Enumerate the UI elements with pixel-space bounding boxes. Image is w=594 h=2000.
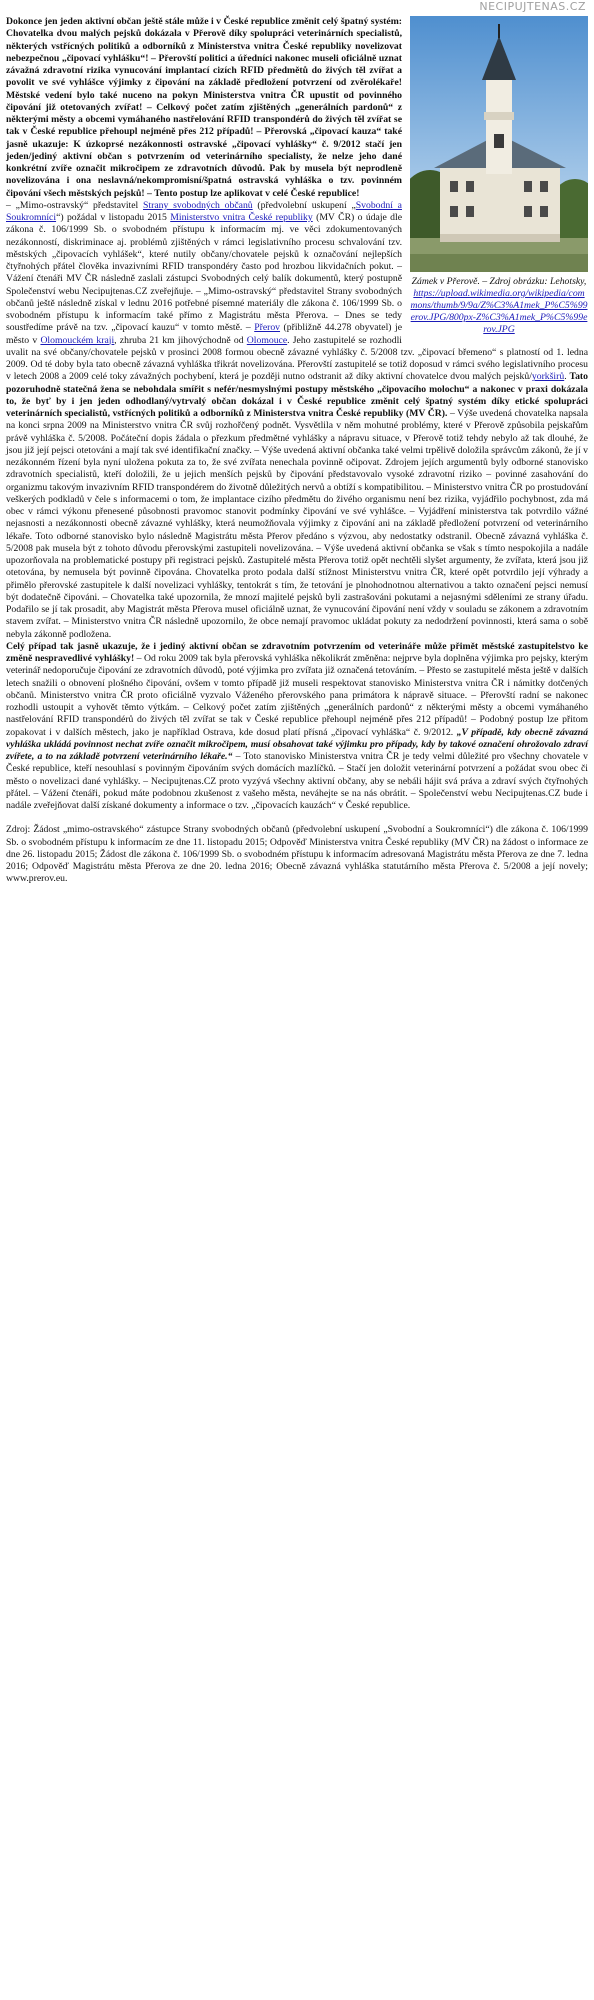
p4-quote: „V případě, kdy obecně závazná vyhláška ukládá povinnost nechat zvíře označit mikročipem, musí obsahovat také výjimku pro případy, kdy by takové označení ohrožovalo zdraví zvířete, a to na základě potvrzení veterinárního lékaře.“ (6, 726, 588, 762)
link-olomoucky-kraj[interactable]: Olomouckém kraji (40, 334, 115, 346)
p1-text-mid6: . Jeho zastupitelé se rozhodli uvalit na své občany/chovatele pejsků v prosinci 2008 formou obecně závazné vyhlášky č. 5/2008 tzv. „čipovací břemeno“ s platností od 1. ledna 2009. Od té doby byla tato obecně závazná vyhláška třikrát novelizována. Přerovští zastupitelé se totiž doposud v rámci svého legislativního procesu v letech 2008 a 2009 celé toky závažných pochybení, která je později nutno odstranit až díky aktivní chovatelce dvou malých pejsků/ (6, 334, 588, 383)
link-strana-svobodnych-obcanu[interactable]: Strany svobodných občanů (143, 199, 253, 211)
p2-text: – Výše uvedená chovatelka napsala na konci srpna 2009 na Ministerstvo vnitra ČR svůj rozhořčený podnět. Vysvětlila v něm mohutné problémy, které v Přerově způsobila pejskařům právě vyhláška č. 5/2008. Počáteční dopis žádala o přezkum předmětné vyhlášky a nápravu situace, v Přerově totiž tehdy nebylo až tak dlouhé, že jsou již její pejsci otetováni a mají tak své identifikační značky. – Výše uvedená aktivní občanka také velmi trpělivě doložila správcům zákonů, že jí v nezákonném řízení byla nyní uložena pokuta za to, že své zvířata nenechala povinně očipovat. Zdrojem jejích argumentů byly odborné stanovisko zdravotních specialistů, kteří doložili, že u jejich menších pejsků by čipování představovalo vysoké zdravotní riziko – povinné zasahování do organizmu takovým invazivním RFID transpondérem do životně důležitých nervů a obtíží s kompatibilitou. – Ministerstvo vnitra ČR po prostudování veškerých podkladů v čele s informacemi o tom, že implantace cizího předmětu do živého organismu není bez rizika, vyjádřilo pochybnost, zda má obec v rámci výkonu přenesené působnosti pravomoc stanovit podmínky čipování ve své vyhlášce. – Vyjádření ministerstva tak potvrdilo vážné nejasnosti a nezákonnosti obecně závazné vyhlášky, která neumožňovala výjimky z čipování ani na základě předložení potvrzení od veterinárního lékaře. Toto odborné stanovisko bylo následně Magistrátu města Přerov předáno s výzvou, aby nedostatky odstranil. Obecně závazná vyhláška č. 5/2008 pak musela být z tohoto důvodu přerovskými zastupiteli novelizována. – Výše uvedená aktivní občanka se však s tímto nespokojila a nadále upozorňovala na problematické postupy při registraci pejsků. Zastupitelé města Přerova totiž opět nechtěli slyšet argumenty, že zvířata, která jsou již otetována, by nemusela být povinně čipována. Chovatelka proto podala další stížnost Ministerstvu vnitra ČR, které opět potvrdilo její výhrady a přimělo přerovské zastupitele k další novelizaci vyhlášky, tentokrát s tím, že tetování je plnohodnotnou alternativou a takto označení pejsci nemusí být dodatečně čipováni. – Chovatelka také upozornila, že mnozí majitelé pejsků byli zastrašováni pokutami a nejasnými sděleními ze strany úřadu. Podařilo se jí tak prosadit, aby Magistrát města Přerova musel oficiálně uznat, že vynucování čipování není vždy v souladu se zákonem a zdravotním stavem zvířat. – Ministerstvo vnitra ČR následně upozornilo, že obce nemají pravomoc ukládat pokuty za nedodržení povinnosti, která sama o sobě nebyla zákonně podložena. (6, 408, 588, 640)
p1-text-mid5: , zhruba 21 km jihovýchodně od (114, 334, 247, 346)
figure-caption (410, 276, 588, 336)
article-body (6, 16, 588, 886)
p2-bold-text: Tato pozoruhodně statečná žena se nebohdala smířit s nefér/nesmyslnými postupy městského „čipovacího molochu“ a nakonec v praxi dokázala to, že byť by i jen jeden odhodlaný/vytrvalý občan dokázal i v České republice změnit celý špatný systém díky etické spolupráci veterinárních specialistů, vstřícných politiků a odborníků z Ministerstva vnitra České republiky (MV ČR). (6, 371, 588, 419)
link-svobodni-a-soukromnici[interactable]: Svobodní a Soukromníci (6, 199, 402, 223)
p3-text: – Od roku 2009 tak byla přerovská vyhláška několikrát změněna: nejprve byla doplněna výjimka pro pejsky, kterým veterinář nedoporučuje čipování ze zdravotních důvodů, poté výjimka pro zvířata již označená tetováním. – Přesto se zastupitelé města ještě v dalších letech snažili o obnovení plošného čipování, ovšem v tomto případě již museli respektovat stanovisko Ministerstva vnitra ČR i námitky dotčených občanů. Ministerstvo vnitra ČR proto oficiálně vyzvalo Váženého přerovského pana primátora k nápravě situace. – Přerovští radní se nakonec rozhodli ustoupit a vyhovět těmto výtkám. – Celkový počet zatím zjištěných „generálních pardonů“ z některými městy a obcemi vymáhaného nastřelování RFID transpondérů do živých těl zvířat se tak v České republice přehoupl nejméně přes 212 případů! – Podobný postup lze přitom zopakovat i v dalších městech, jako je například Ostrava, kde dosud platí přísná „čipovací vyhláška“ č. 9/2012. (6, 653, 588, 738)
castle-photo (410, 16, 588, 272)
caption-source-link[interactable]: https://upload.wikimedia.org/wikipedia/commons/thumb/9/9a/Z%C3%A1mek_P%C5%99erov.JPG/800px-Z%C3%A1mek_P%C5%99erov.JPG (410, 288, 588, 335)
caption-text: Zámek v Přerově. – Zdroj obrázku: Lehotsky, (411, 276, 587, 287)
p1-text-mid4: (přibližně 44.278 obyvatel) je město v (6, 322, 402, 346)
sources-paragraph: Zdroj: Žádost „mimo-ostravského“ zástupce Strany svobodných občanů (předvolební uskupení „Svobodní a Soukromníci“) dle zákona č. 106/1999 Sb. o svobodném přístupu k informacím ze dne 11. listopadu 2015; Odpověď Ministerstva vnitra České republiky (MV ČR) na žádost o informace ze dne 26. listopadu 2015; Žádost dle zákona č. 106/1999 Sb. o svobodném přístupu k informacím adresovaná Magistrátu města Přerova ze dne 7. ledna 2016; Odpověď Magistrátu města Přerova ze dne 20. ledna 2016; Obecně závazná vyhláška statutárního města Přerova č. 5/2008 a její novely; www.prerov.eu. (6, 824, 588, 885)
p1-text-end: . (564, 371, 567, 383)
link-olomouc[interactable]: Olomouce (246, 334, 288, 346)
p1-text-mid1: (předvolební uskupení „ (252, 199, 356, 211)
castle-figure (410, 16, 588, 336)
site-watermark: NECIPUJTENAS.CZ (479, 0, 586, 13)
paragraph-3 (6, 641, 588, 813)
p1-text-start: – „Mimo-ostravský“ představitel (6, 199, 144, 211)
link-prerov[interactable]: Přerov (254, 322, 281, 334)
link-ministerstvo-vnitra[interactable]: Ministerstvo vnitra České republiky (170, 212, 313, 223)
link-yorksir[interactable]: yorkširů (531, 371, 565, 383)
p4-text: – Toto stanovisko Ministerstva vnitra ČR je tedy velmi důležité pro všechny chovatele v České republice, kteří nesouhlasí s povinným čipováním svých domácích mazlíčků. – Stačí jen doložit veterinární potvrzení a požádat svou obec či město o novelizaci dané vyhlášky. – Necipujtenas.CZ proto vyzývá všechny aktivní občany, aby se nebáli hájit svá práva a zdraví svých čtyřnohých přátel. – Vážení čtenáři, pokud máte podobnou zkušenost z vašeho města, neváhejte se na nás obrátit. – Společenství webu Necipujtenas.CZ bude i nadále zveřejňovat další získané dokumenty a informace o tzv. „čipovacích kauzách“ v České republice. (6, 751, 588, 811)
p3-bold-text: Celý případ tak jasně ukazuje, že i jediný aktivní občan se zdravotním potvrzením od veterináře může přimět městské zastupitelstvo ke změně nespravedlivé vyhlášky! (6, 640, 588, 664)
p1-text-mid3: (MV ČR) o údaje dle zákona č. 106/1999 Sb. o svobodném přístupu k informacím mj. ve věci zdokumentovaných nezákonností, diskriminace aj. problémů zjištěných v rámci legislativního procesu schvalování tzv. městských „čipovacích vyhlášek“, které nutily občany/chovatele pejsků k označování nejlepších čtyřnohých přátel člověka invazivními RFID transpondéry často pod hrozbou likvidačních pokut. – Vážení čtenáři MV ČR následně zaslali zástupci Svobodných celý balík dokumentů, který postupně Společenství webu Necipujtenas.CZ zveřejňuje. – „Mimo-ostravský“ představitel Strany svobodných občanů ještě následně získal v lednu 2016 potřebné písemné materiály dle zákona č. 106/1999 Sb. o svobodném přístupu k informacím také přímo z Magistrátu města Přerova. – Dnes se tedy soustředíme právě na tzv. „čipovací kauzu“ v tomto městě. – (6, 212, 403, 334)
intro-paragraph: Dokonce jen jeden aktivní občan ještě stále může i v České republice změnit celý špatný systém: Chovatelka dvou malých pejsků dokázala v Přerově díky spolupráci veterinárních specialistů, některých vstřícných politiků a odborníků z Ministerstva vnitra České republiky novelizovat nebezpečnou „čipovací vyhlášku“! – Přerovští politici a úředníci nakonec museli oficiálně uznat závažná zdravotní rizika vynucování implantací cizích RFID předmětů do živých těl zvířat a povolit ve své vyhlášce výjimky z čipování na základě předložení potvrzení od zvěrolékaře! Městské vedení bylo také nuceno na pokyn Ministerstva vnitra ČR upustit od povinného čipování již otetovaných zvířat! – Celkový počet zatím zjištěných „generálních pardonů“ z některými městy a obcemi vymáhaného nastřelování RFID transpondérů do živých těl zvířat se tak v České republice přehoupl nejméně přes 212 případů! – Přerovská „čipovací kauza“ také jasně ukazuje: K úzkoprsé nezákonnosti ostravské „čipovací vyhlášky“ č. 9/2012 stačí jen jeden/jediný aktivní občan s potvrzením od veterinárního specialisty, že nelze jeho dané konkrétní zvíře označit mikročipem ze zdravotních důvodů. Pak by musela být neprodleně novelizována i ona neslavná/nekompromisní/špatná ostravská vyhláška o tzv. povinném čipování všech městských pejsků! – Tento postup lze aplikovat v celé České republice! (6, 16, 402, 199)
p1-text-mid2: “) požádal v listopadu 2015 (56, 212, 171, 223)
